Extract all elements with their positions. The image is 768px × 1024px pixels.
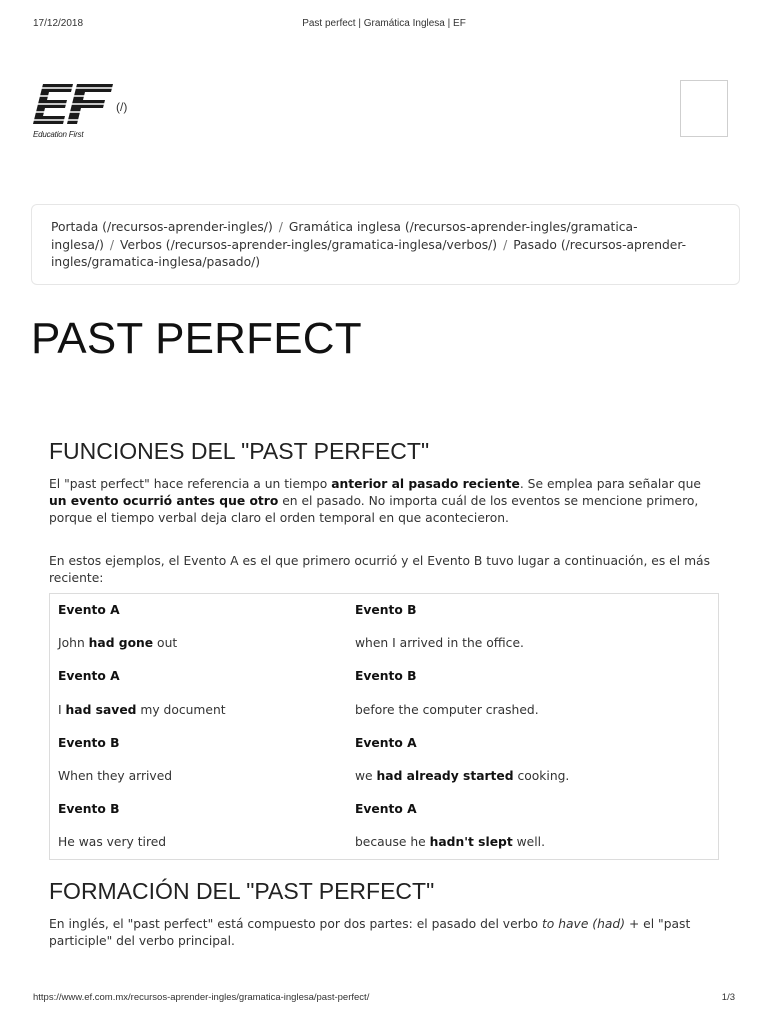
examples-table bbox=[49, 593, 719, 860]
bold-text: had already started bbox=[376, 769, 514, 783]
breadcrumb-item-pasado[interactable]: Pasado (/recursos-aprender-ingles/gramatica-inglesa/pasado/) bbox=[51, 237, 687, 269]
table-cell: Evento A bbox=[58, 669, 120, 683]
menu-placeholder-box[interactable] bbox=[680, 80, 728, 137]
breadcrumb-separator: / bbox=[278, 220, 283, 234]
formacion-paragraph bbox=[49, 916, 719, 950]
breadcrumb-separator: / bbox=[503, 237, 508, 252]
table-cell: Evento A bbox=[58, 603, 120, 617]
bold-text: un evento ocurrió antes que otro bbox=[49, 494, 279, 508]
table-cell: before the computer crashed. bbox=[355, 703, 539, 717]
table-row bbox=[50, 793, 718, 826]
ef-logo-icon bbox=[33, 80, 119, 130]
table-cell bbox=[355, 769, 569, 783]
table-cell: When they arrived bbox=[58, 769, 173, 783]
ef-logo[interactable] bbox=[33, 80, 123, 142]
table-row bbox=[50, 660, 718, 693]
table-row bbox=[50, 826, 718, 859]
table-cell: when I arrived in the office. bbox=[355, 636, 524, 650]
table-cell: Evento B bbox=[58, 802, 120, 816]
print-document-title: Past perfect | Gramática Inglesa | EF bbox=[302, 18, 466, 29]
funciones-paragraph bbox=[49, 476, 719, 527]
table-cell: Evento B bbox=[355, 669, 417, 683]
bold-text: had saved bbox=[65, 703, 137, 717]
table-row bbox=[50, 727, 718, 760]
text-run: John bbox=[58, 636, 89, 650]
text-run: my document bbox=[136, 703, 226, 717]
table-cell: Evento A bbox=[355, 736, 417, 750]
table-row bbox=[50, 694, 718, 727]
bold-text: had gone bbox=[88, 636, 154, 650]
text-run: I bbox=[58, 703, 66, 717]
text-run: well. bbox=[512, 835, 545, 849]
table-row bbox=[50, 760, 718, 793]
breadcrumb-item-portada[interactable]: Portada (/recursos-aprender-ingles/) bbox=[51, 220, 273, 234]
section-heading-formacion: FORMACIÓN DEL "PAST PERFECT" bbox=[49, 878, 435, 904]
section-heading-funciones: FUNCIONES DEL "PAST PERFECT" bbox=[49, 438, 430, 464]
examples-intro-paragraph: En estos ejemplos, el Evento A es el que primero ocurrió y el Evento B tuvo lugar a continuación, es el más reciente: bbox=[49, 554, 710, 585]
breadcrumb-item-verbos[interactable]: Verbos (/recursos-aprender-ingles/gramatica-inglesa/verbos/) bbox=[120, 237, 498, 252]
text-run: out bbox=[153, 636, 178, 650]
text-run: we bbox=[355, 769, 377, 783]
page-title: PAST PERFECT bbox=[31, 314, 362, 363]
text-run: En inglés, el "past perfect" está compuesto por dos partes: el pasado del verbo bbox=[49, 917, 542, 931]
text-run: because he bbox=[355, 835, 430, 849]
table-cell: Evento B bbox=[58, 736, 120, 750]
print-page-number: 1/3 bbox=[721, 992, 735, 1003]
table-cell bbox=[355, 835, 545, 849]
logo-caption: Education First bbox=[33, 130, 84, 139]
print-date: 17/12/2018 bbox=[33, 18, 84, 29]
table-row bbox=[50, 627, 718, 660]
table-row bbox=[50, 594, 718, 627]
print-header bbox=[33, 18, 735, 32]
text-run: + el "past participle" del verbo principal. bbox=[49, 917, 691, 948]
table-cell: Evento B bbox=[355, 603, 417, 617]
bold-text: hadn't slept bbox=[429, 835, 513, 849]
breadcrumb-item-gramatica[interactable]: Gramática inglesa (/recursos-aprender-ingles/gramatica-inglesa/) bbox=[51, 220, 638, 252]
bold-text: anterior al pasado reciente bbox=[331, 477, 520, 491]
text-run: . Se emplea para señalar que bbox=[519, 477, 701, 491]
print-url: https://www.ef.com.mx/recursos-aprender-ingles/gramatica-inglesa/past-perfect/ bbox=[33, 992, 370, 1003]
table-cell bbox=[58, 636, 177, 650]
table-cell: Evento A bbox=[355, 802, 417, 816]
logo-link-text[interactable]: (/) bbox=[116, 100, 128, 114]
breadcrumb-separator: / bbox=[109, 237, 115, 252]
italic-text: to have (had) bbox=[541, 917, 626, 931]
text-run: El "past perfect" hace referencia a un tiempo bbox=[49, 477, 332, 491]
text-run: en el pasado. No importa cuál de los eventos se mencione primero, porque el tiempo verbal deja claro el orden temporal en que acontecieron. bbox=[49, 494, 699, 525]
print-footer bbox=[33, 992, 735, 1006]
table-cell: He was very tired bbox=[58, 835, 167, 849]
table-cell bbox=[58, 703, 226, 717]
text-run: cooking. bbox=[513, 769, 570, 783]
breadcrumb bbox=[31, 204, 740, 285]
